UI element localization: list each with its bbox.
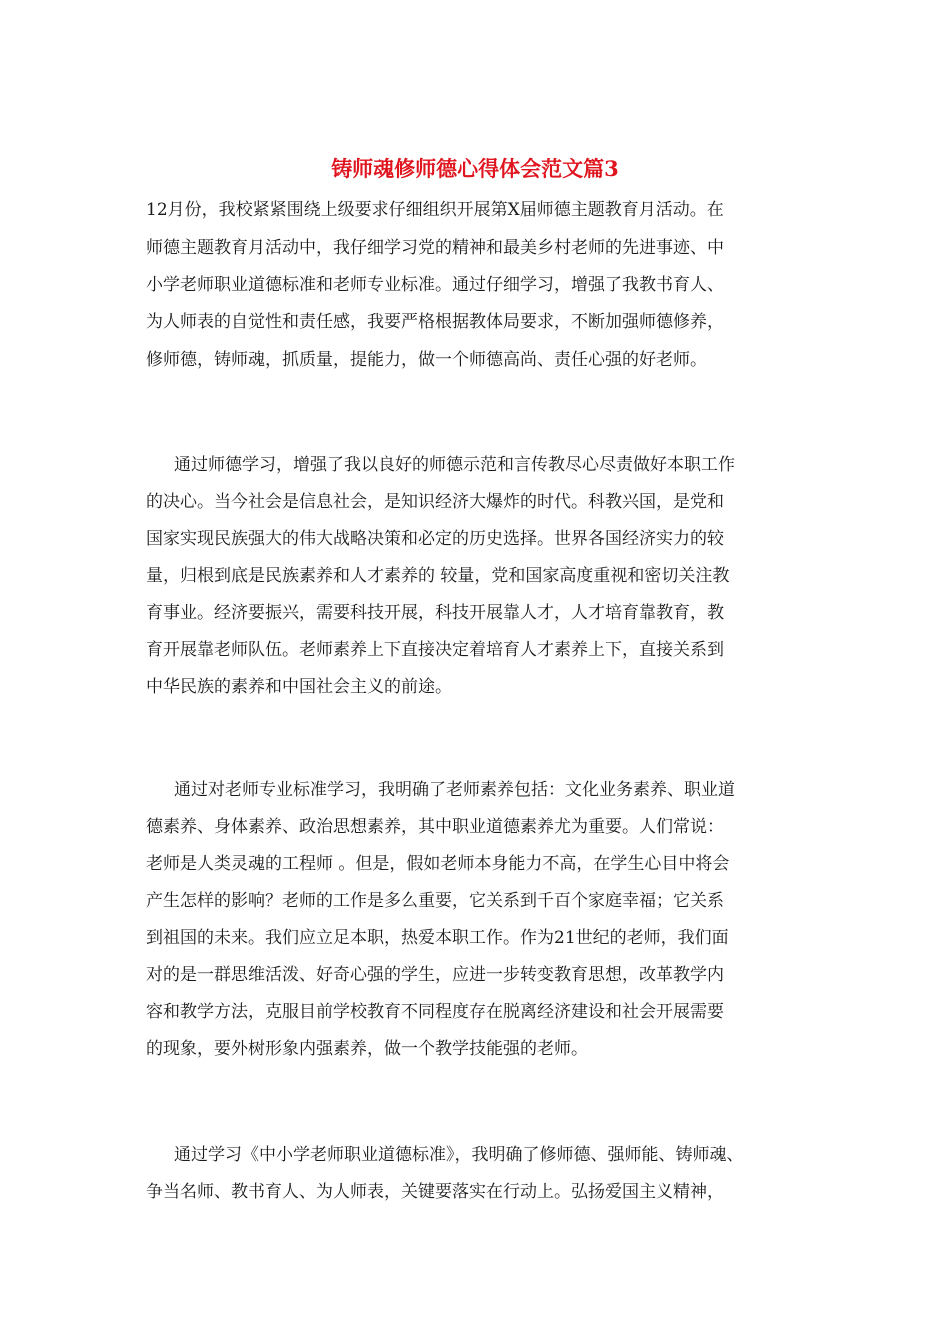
paragraph-1-line-5: 修师德，铸师魂，抓质量，提能力，做一个师德高尚、责任心强的好老师。 — [146, 350, 707, 370]
paragraph-2-line-7: 中华民族的素养和中国社会主义的前途。 — [146, 677, 452, 697]
paragraph-2-line-1: 通过师德学习，增强了我以良好的师德示范和言传教尽心尽责做好本职工作 — [174, 455, 735, 475]
paragraph-3-line-8: 的现象，要外树形象内强素养，做一个教学技能强的老师。 — [146, 1039, 588, 1059]
paragraph-2-line-4: 量，归根到底是民族素养和人才素养的 较量，党和国家高度重视和密切关注教 — [146, 566, 730, 586]
paragraph-3-line-4: 产生怎样的影响？老师的工作是多么重要，它关系到千百个家庭幸福；它关系 — [146, 891, 724, 911]
paragraph-3-line-7: 容和教学方法，克服目前学校教育不同程度存在脱离经济建设和社会开展需要 — [146, 1002, 724, 1022]
paragraph-3-line-1: 通过对老师专业标准学习，我明确了老师素养包括：文化业务素养、职业道 — [174, 780, 735, 800]
document-title: 铸师魂修师德心得体会范文篇3 — [331, 156, 619, 181]
paragraph-2-line-6: 育开展靠老师队伍。老师素养上下直接决定着培育人才素养上下，直接关系到 — [146, 640, 724, 660]
paragraph-1-line-1: 12月份，我校紧紧围绕上级要求仔细组织开展第X届师德主题教育月活动。在 — [146, 200, 724, 220]
paragraph-4-line-1: 通过学习《中小学老师职业道德标准》，我明确了修师德、强师能、铸师魂、 — [174, 1145, 744, 1165]
paragraph-2-line-5: 育事业。经济要振兴，需要科技开展，科技开展靠人才，人才培育靠教育，教 — [146, 603, 724, 623]
paragraph-4-line-2: 争当名师、教书育人、为人师表，关键要落实在行动上。弘扬爱国主义精神， — [146, 1182, 724, 1202]
paragraph-3-line-6: 对的是一群思维活泼、好奇心强的学生，应进一步转变教育思想，改革教学内 — [146, 965, 724, 985]
paragraph-1-line-4: 为人师表的自觉性和责任感，我要严格根据教体局要求，不断加强师德修养， — [146, 312, 724, 332]
paragraph-3-line-3: 老师是人类灵魂的工程师 。但是，假如老师本身能力不高，在学生心目中将会 — [146, 854, 730, 874]
paragraph-1-line-3: 小学老师职业道德标准和老师专业标准。通过仔细学习，增强了我教书育人、 — [146, 275, 724, 295]
paragraph-1-line-2: 师德主题教育月活动中，我仔细学习党的精神和最美乡村老师的先进事迹、中 — [146, 238, 724, 258]
paragraph-2-line-2: 的决心。当今社会是信息社会，是知识经济大爆炸的时代。科教兴国，是党和 — [146, 492, 724, 512]
paragraph-3-line-2: 德素养、身体素养、政治思想素养，其中职业道德素养尤为重要。人们常说： — [146, 817, 724, 837]
paragraph-2-line-3: 国家实现民族强大的伟大战略决策和必定的历史选择。世界各国经济实力的较 — [146, 529, 724, 549]
paragraph-3-line-5: 到祖国的未来。我们应立足本职，热爱本职工作。作为21世纪的老师，我们面 — [146, 928, 729, 948]
